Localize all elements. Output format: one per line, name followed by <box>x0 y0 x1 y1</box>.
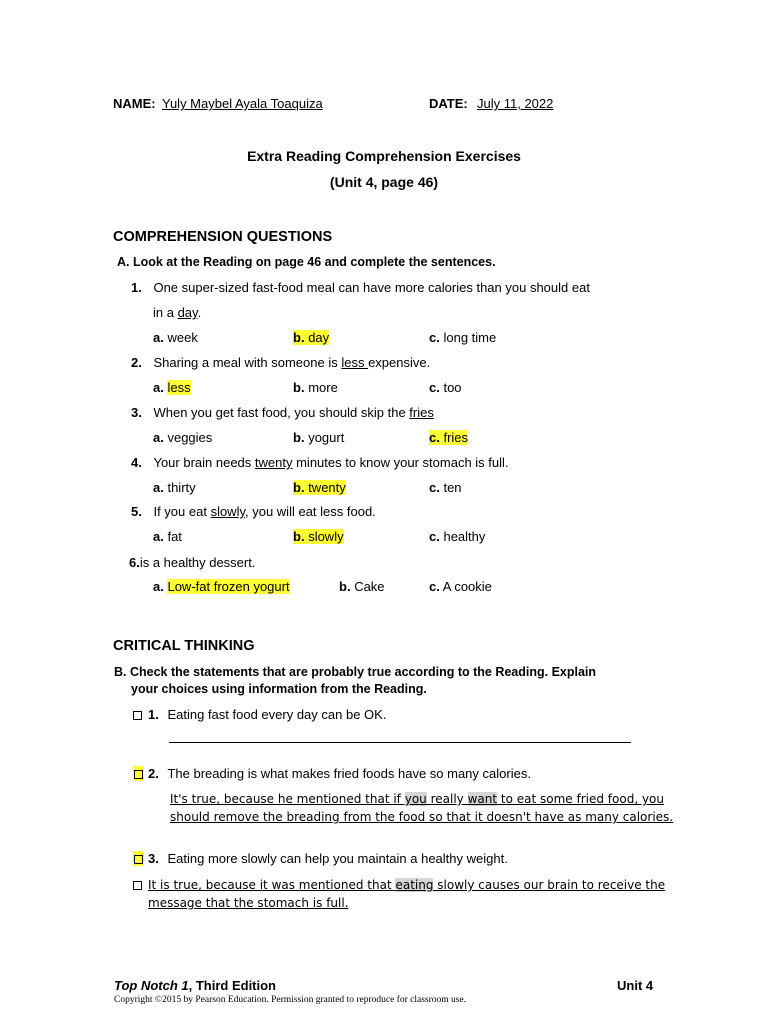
option-a: a. fat <box>153 529 182 544</box>
answer-blank: day <box>177 305 198 320</box>
question-1 <box>131 280 590 295</box>
critical-instruction-line2: your choices using information from the Reading. <box>131 682 427 696</box>
question-3: 3. When you get fast food, you should skip the fries <box>131 405 434 420</box>
option-a: a. thirty <box>153 480 196 495</box>
option-a: a. week <box>153 330 198 345</box>
handwritten-answer-3-line2: message that the stomach is full. <box>148 896 349 910</box>
question-number: 1. <box>131 280 142 295</box>
name-value: Yuly Maybel Ayala Toaquiza <box>162 96 323 111</box>
checkbox[interactable] <box>134 855 143 864</box>
option-c: c. too <box>429 380 462 395</box>
date-label: DATE: <box>429 96 468 111</box>
footer-book: Top Notch 1, Third Edition <box>114 978 277 993</box>
answer-blank: less <box>341 355 369 370</box>
answer-blank: fries <box>409 405 434 420</box>
answer-blank: slowly <box>210 504 245 519</box>
option-c: c. ten <box>429 480 462 495</box>
name-label: NAME: <box>113 96 156 111</box>
question-text: One super-sized fast-food meal can have more calories than you should eat <box>153 280 590 295</box>
page-subtitle: (Unit 4, page 46) <box>329 174 439 190</box>
handwritten-answer-3-line1: It is true, because it was mentioned that eating slowly causes our brain to receive the <box>133 878 665 892</box>
page-title: Extra Reading Comprehension Exercises <box>247 148 521 164</box>
handwritten-answer-2-line1: It's true, because he mentioned that if you really want to eat some fried food, you <box>170 792 664 806</box>
question-6: 6.is a healthy dessert. <box>129 555 256 570</box>
critical-instruction-line1: B. Check the statements that are probably true according to the Reading. Explain <box>114 665 597 679</box>
option-c: c. A cookie <box>429 579 492 594</box>
option-a-selected: a. Low-fat frozen yogurt <box>153 579 290 594</box>
option-b: b. Cake <box>339 579 385 594</box>
comprehension-heading: COMPREHENSION QUESTIONS <box>113 229 333 245</box>
statement-3: 3. Eating more slowly can help you maintain a healthy weight. <box>133 851 508 866</box>
option-b-selected: b. twenty <box>293 480 346 495</box>
handwritten-answer-2-line2: should remove the breading from the food so that it doesn't have as many calories. <box>170 810 674 824</box>
option-b: b. more <box>293 380 338 395</box>
footer-unit: Unit 4 <box>617 978 654 993</box>
option-b-selected: b. slowly <box>293 529 344 544</box>
option-c: c. long time <box>429 330 497 345</box>
comprehension-instruction: A. Look at the Reading on page 46 and complete the sentences. <box>117 255 496 269</box>
statement-1: 1. Eating fast food every day can be OK. <box>133 707 386 722</box>
option-c: c. healthy <box>429 529 486 544</box>
checkbox[interactable] <box>133 711 142 720</box>
question-1-line2: in a day. <box>153 305 202 320</box>
option-a-selected: a. less <box>153 380 191 395</box>
question-5: 5. If you eat slowly, you will eat less food. <box>131 504 376 519</box>
answer-line <box>169 742 631 743</box>
critical-heading: CRITICAL THINKING <box>113 638 255 654</box>
checkbox[interactable] <box>134 770 143 779</box>
question-4: 4. Your brain needs twenty minutes to know your stomach is full. <box>131 455 509 470</box>
option-a: a. veggies <box>153 430 213 445</box>
footer-copyright: Copyright ©2015 by Pearson Education. Permission granted to reproduce for classroom use. <box>114 995 467 1005</box>
option-c-selected: c. fries <box>429 430 469 445</box>
date-value: July 11, 2022 <box>477 96 554 111</box>
question-2: 2. Sharing a meal with someone is less expensive. <box>131 355 431 370</box>
statement-2: 2. The breading is what makes fried foods have so many calories. <box>133 766 531 781</box>
answer-blank: twenty <box>254 455 293 470</box>
option-b-selected: b. day <box>293 330 330 345</box>
checkbox[interactable] <box>133 881 142 890</box>
option-b: b. yogurt <box>293 430 345 445</box>
